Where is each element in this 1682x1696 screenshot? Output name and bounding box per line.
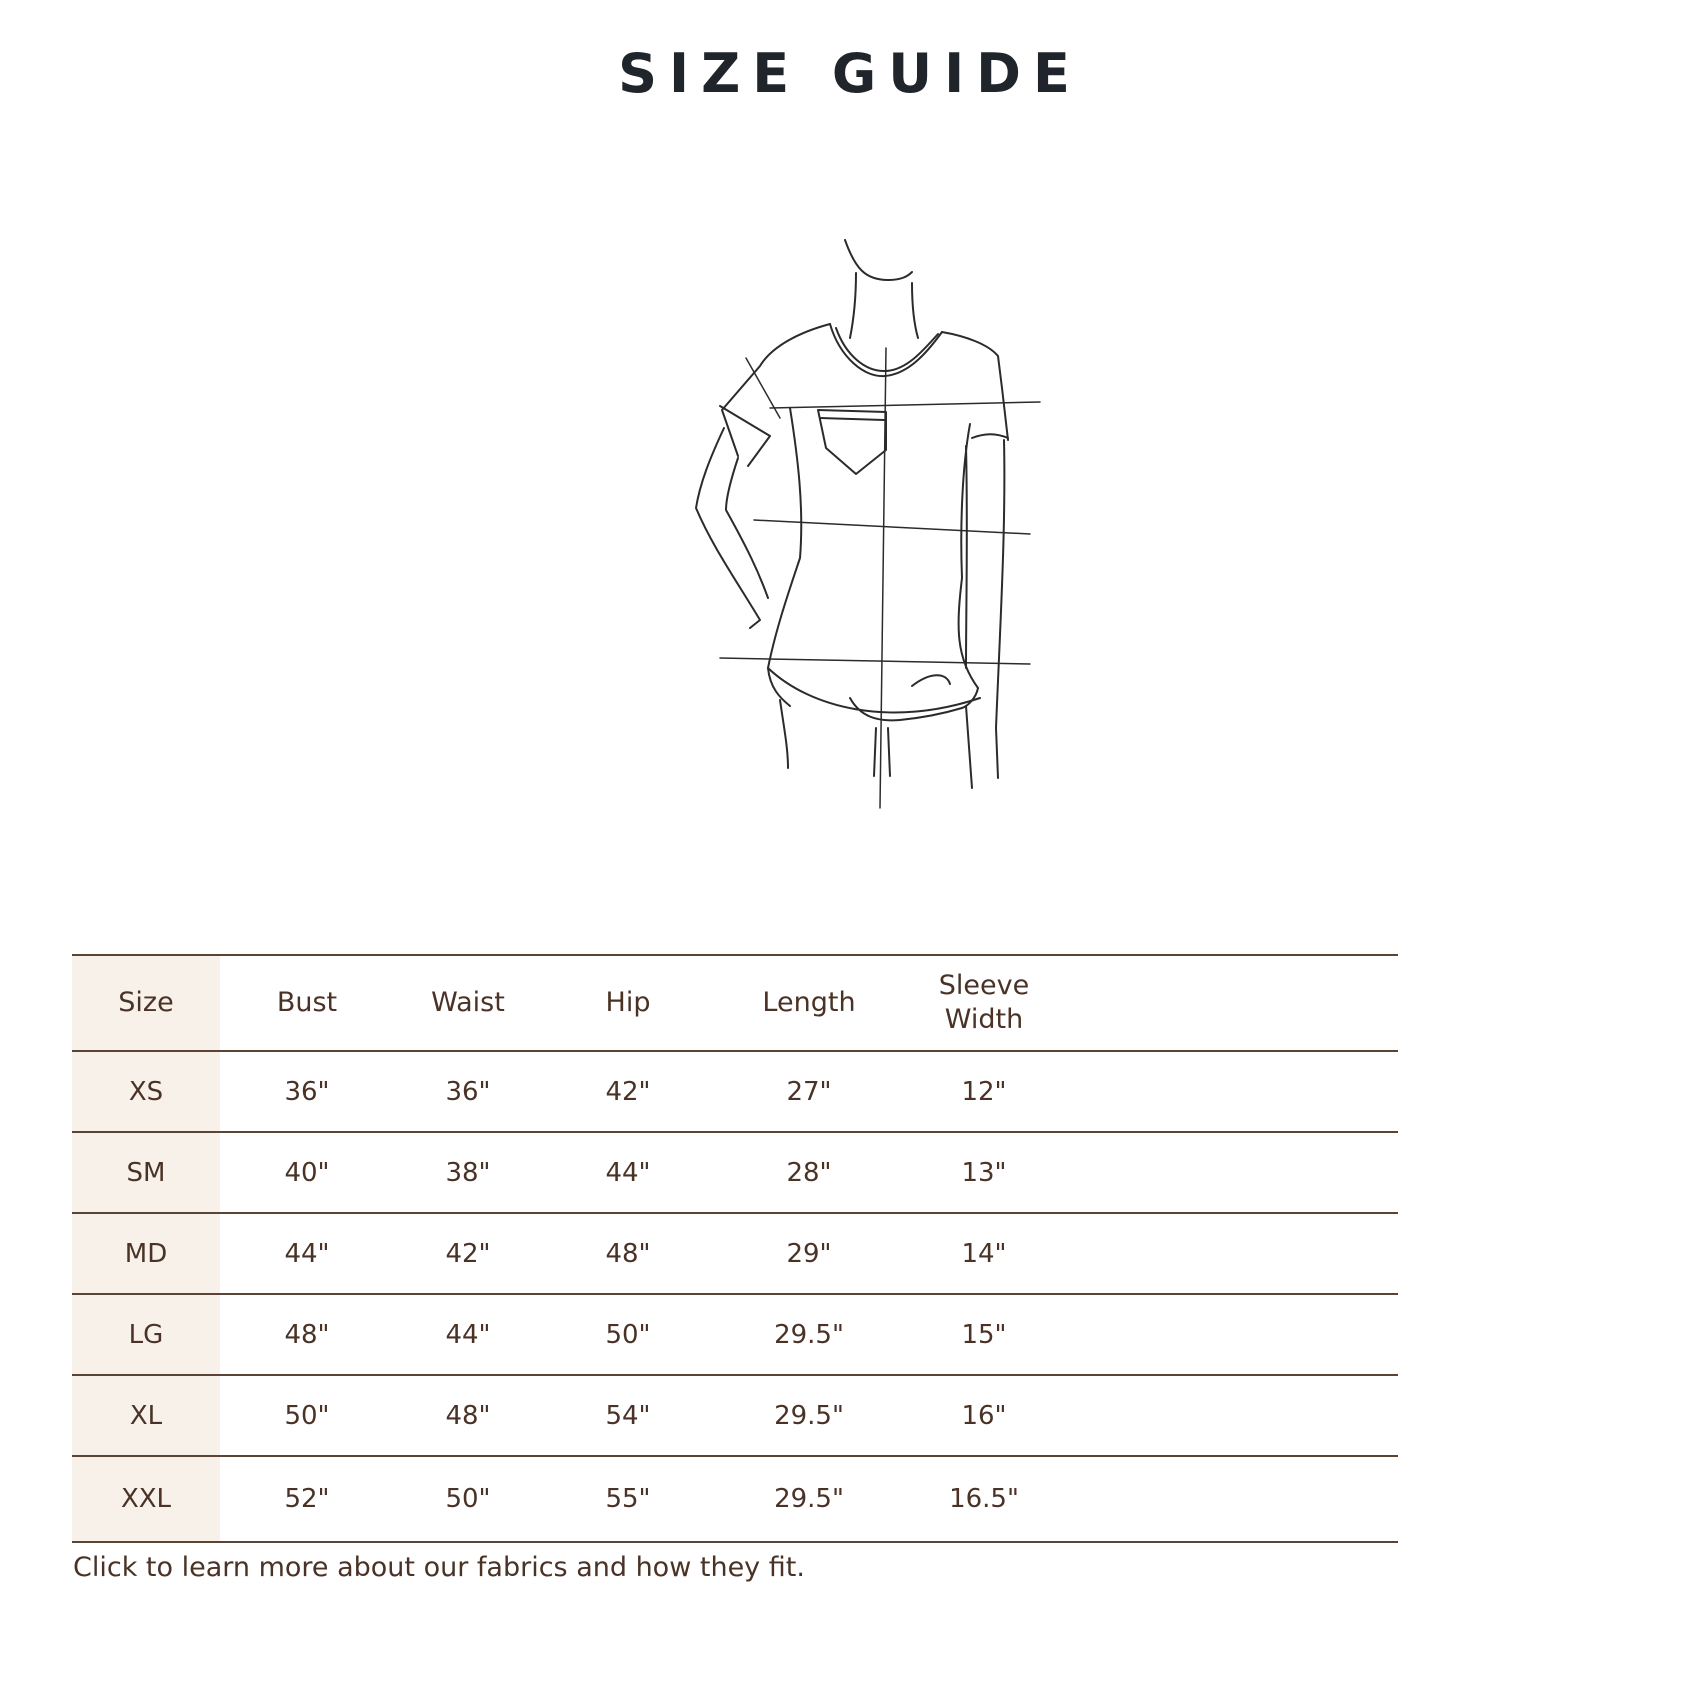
- table-row: [72, 1051, 1398, 1132]
- header-sleeve-line2: Width: [944, 1004, 1024, 1035]
- cell-bust: 52": [220, 1456, 394, 1542]
- cell-waist: 48": [394, 1375, 542, 1456]
- cell-waist: 38": [394, 1132, 542, 1213]
- cell-length: 29.5": [714, 1294, 904, 1375]
- cell-size: XXL: [72, 1456, 220, 1542]
- cell-blank: [1064, 1294, 1398, 1375]
- cell-length: 29.5": [714, 1375, 904, 1456]
- table-row: [72, 1132, 1398, 1213]
- page-title: SIZE GUIDE: [618, 42, 1082, 105]
- cell-length: 28": [714, 1132, 904, 1213]
- cell-hip: 54": [542, 1375, 714, 1456]
- cell-sleeve: 14": [904, 1213, 1064, 1294]
- table-row: [72, 1294, 1398, 1375]
- header-hip: Hip: [542, 955, 714, 1051]
- cell-sleeve: 12": [904, 1051, 1064, 1132]
- cell-bust: 48": [220, 1294, 394, 1375]
- size-chart-table: [72, 954, 1398, 1543]
- fabrics-fit-link[interactable]: Click to learn more about our fabrics and how they fit.: [73, 1552, 805, 1583]
- cell-size: XL: [72, 1375, 220, 1456]
- cell-hip: 42": [542, 1051, 714, 1132]
- cell-sleeve: 16.5": [904, 1456, 1064, 1542]
- cell-waist: 50": [394, 1456, 542, 1542]
- cell-hip: 55": [542, 1456, 714, 1542]
- cell-blank: [1064, 1213, 1398, 1294]
- header-sleeve-line1: Sleeve: [938, 970, 1030, 1001]
- cell-bust: 40": [220, 1132, 394, 1213]
- header-bust: Bust: [220, 955, 394, 1051]
- cell-size: MD: [72, 1213, 220, 1294]
- table-row: [72, 1456, 1398, 1542]
- cell-hip: 44": [542, 1132, 714, 1213]
- cell-waist: 36": [394, 1051, 542, 1132]
- table-row: [72, 1375, 1398, 1456]
- cell-length: 27": [714, 1051, 904, 1132]
- cell-sleeve: 15": [904, 1294, 1064, 1375]
- cell-waist: 42": [394, 1213, 542, 1294]
- cell-size: SM: [72, 1132, 220, 1213]
- table-header-row: [72, 955, 1398, 1051]
- cell-length: 29": [714, 1213, 904, 1294]
- cell-blank: [1064, 1132, 1398, 1213]
- cell-waist: 44": [394, 1294, 542, 1375]
- header-waist: Waist: [394, 955, 542, 1051]
- cell-hip: 48": [542, 1213, 714, 1294]
- cell-blank: [1064, 1051, 1398, 1132]
- cell-sleeve: 13": [904, 1132, 1064, 1213]
- header-sleeve-width: [904, 955, 1064, 1051]
- header-size: Size: [72, 955, 220, 1051]
- t-shirt-sketch-icon: [650, 228, 1090, 828]
- header-blank: [1064, 955, 1398, 1051]
- cell-length: 29.5": [714, 1456, 904, 1542]
- table-row: [72, 1213, 1398, 1294]
- cell-blank: [1064, 1375, 1398, 1456]
- cell-bust: 36": [220, 1051, 394, 1132]
- cell-hip: 50": [542, 1294, 714, 1375]
- cell-blank: [1064, 1456, 1398, 1542]
- cell-size: LG: [72, 1294, 220, 1375]
- header-length: Length: [714, 955, 904, 1051]
- cell-size: XS: [72, 1051, 220, 1132]
- cell-sleeve: 16": [904, 1375, 1064, 1456]
- cell-bust: 50": [220, 1375, 394, 1456]
- cell-bust: 44": [220, 1213, 394, 1294]
